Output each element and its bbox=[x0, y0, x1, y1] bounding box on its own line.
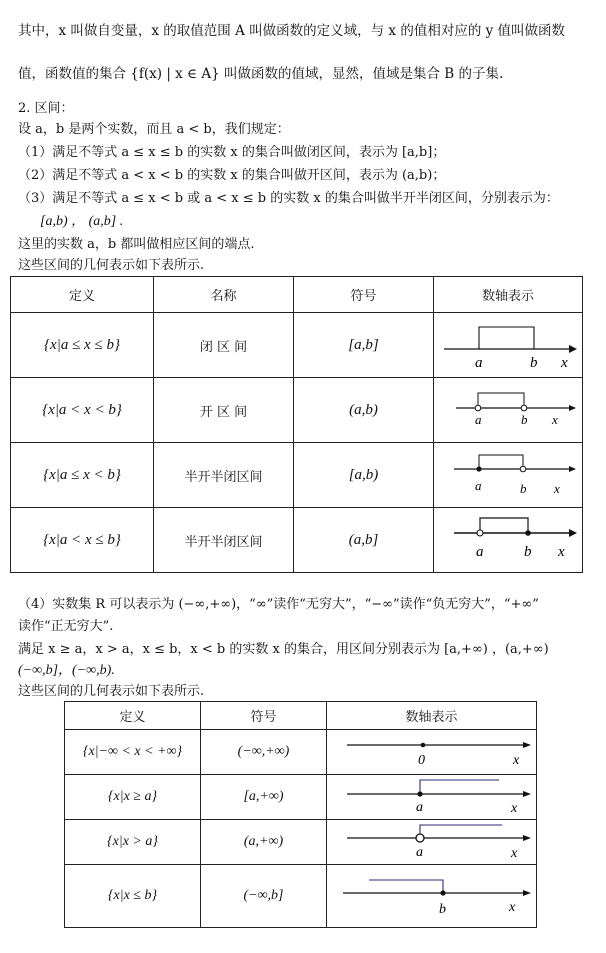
ray-bracket bbox=[369, 880, 443, 893]
number-line-all-reals bbox=[327, 730, 537, 770]
row-symbol: [a,b) bbox=[294, 443, 434, 508]
row-definition: {x|−∞ < x < +∞} bbox=[65, 730, 201, 775]
table-row bbox=[65, 730, 537, 775]
closed-endpoint-icon bbox=[417, 791, 422, 796]
row-definition: {x|x > a} bbox=[65, 820, 201, 865]
number-line-cell bbox=[434, 443, 583, 508]
table-row bbox=[65, 775, 537, 820]
ray-bracket bbox=[420, 780, 499, 794]
row-symbol: (a,+∞) bbox=[201, 820, 327, 865]
open-endpoint-icon bbox=[475, 405, 481, 411]
row-definition: {x|a < x ≤ b} bbox=[11, 508, 154, 573]
closed-endpoint-icon bbox=[525, 530, 531, 536]
axis-arrow-icon bbox=[569, 466, 576, 472]
section-2-setup: 设 a，b 是两个实数，而且 a < b，我们规定： bbox=[18, 122, 290, 137]
open-endpoint-icon bbox=[521, 405, 527, 411]
number-line-cell bbox=[327, 775, 537, 820]
row-definition: {x|x ≤ b} bbox=[65, 865, 201, 928]
closed-endpoint-icon bbox=[440, 890, 445, 895]
number-line-cell bbox=[327, 730, 537, 775]
section-2-endpoints: 这里的实数 a，b 都叫做相应区间的端点. bbox=[18, 237, 255, 252]
label-a: a bbox=[475, 478, 482, 493]
label-x: x bbox=[509, 900, 516, 915]
table-2-header-axis: 数轴表示 bbox=[327, 702, 537, 730]
label-x: x bbox=[552, 412, 558, 427]
label-a: a bbox=[476, 544, 484, 560]
table-2-header-symbol: 符号 bbox=[201, 702, 327, 730]
table-2-header-definition: 定义 bbox=[65, 702, 201, 730]
number-line-open-ray-right bbox=[327, 820, 537, 860]
closed-endpoint-icon bbox=[476, 466, 481, 471]
open-endpoint-icon bbox=[477, 530, 483, 536]
table-2-intro: 这些区间的几何表示如下表所示. bbox=[18, 684, 205, 699]
label-x: x bbox=[554, 481, 560, 496]
section-2-heading: 2. 区间： bbox=[18, 101, 74, 116]
interval-bracket bbox=[479, 455, 523, 469]
row-symbol: (−∞,b] bbox=[201, 865, 327, 928]
intro-line-2: 值，函数值的集合 {f(x) | x ∈ A} 叫做函数的值域，显然，值域是集合 B 的子集. bbox=[18, 66, 504, 82]
table-row bbox=[11, 443, 583, 508]
label-b: b bbox=[520, 481, 527, 496]
row-symbol: (a,b) bbox=[294, 378, 434, 443]
number-line-cell bbox=[434, 508, 583, 573]
label-a: a bbox=[475, 412, 482, 427]
open-endpoint-icon bbox=[416, 834, 424, 842]
number-line-cell bbox=[434, 378, 583, 443]
number-line-cell bbox=[434, 313, 583, 378]
table-1-header-symbol: 符号 bbox=[294, 277, 434, 313]
row-symbol: (a,b] bbox=[294, 508, 434, 573]
origin-dot-icon bbox=[421, 743, 426, 748]
label-zero: 0 bbox=[418, 753, 425, 768]
axis-arrow-icon bbox=[523, 791, 531, 797]
label-b: b bbox=[521, 412, 528, 427]
axis-arrow-icon bbox=[569, 345, 577, 353]
row-definition: {x|a ≤ x ≤ b} bbox=[11, 313, 154, 378]
label-x: x bbox=[561, 355, 568, 371]
number-line-open bbox=[434, 378, 583, 438]
axis-arrow-icon bbox=[523, 890, 531, 896]
section-2-item-3: （3）满足不等式 a ≤ x < b 或 a < x ≤ b 的实数 x 的集合叫做半开半闭区间，分别表示为： bbox=[18, 191, 559, 206]
interval-bracket bbox=[479, 327, 534, 349]
axis-arrow-icon bbox=[523, 742, 531, 748]
open-endpoint-icon bbox=[520, 466, 526, 472]
row-name: 开 区 间 bbox=[154, 378, 294, 443]
axis-arrow-icon bbox=[569, 529, 577, 537]
table-1-header-name: 名称 bbox=[154, 277, 294, 313]
section-2-item-1: （1）满足不等式 a ≤ x ≤ b 的实数 x 的集合叫做闭区间，表示为 [a,b]； bbox=[18, 145, 446, 160]
interval-table-1 bbox=[10, 276, 583, 573]
label-b: b bbox=[530, 355, 538, 371]
section-4-line-1: （4）实数集 R 可以表示为 (−∞,+∞)，“∞”读作“无穷大”，“−∞”读作“负无穷大”，“+∞” bbox=[18, 597, 539, 612]
interval-bracket bbox=[480, 518, 528, 533]
row-definition: {x|a < x < b} bbox=[11, 378, 154, 443]
section-2-item-3-values: [a,b) ， (a,b] . bbox=[40, 214, 124, 229]
label-a: a bbox=[416, 845, 423, 860]
interval-bracket bbox=[478, 393, 524, 405]
interval-table-2 bbox=[64, 701, 537, 928]
number-line-cell bbox=[327, 820, 537, 865]
row-name: 半开半闭区间 bbox=[154, 508, 294, 573]
table-1-intro: 这些区间的几何表示如下表所示. bbox=[18, 258, 205, 273]
row-definition: {x|x ≥ a} bbox=[65, 775, 201, 820]
label-x: x bbox=[511, 846, 518, 860]
number-line-closed bbox=[434, 313, 583, 373]
label-b: b bbox=[439, 902, 446, 917]
row-name: 闭 区 间 bbox=[154, 313, 294, 378]
number-line-closed-ray-right bbox=[327, 775, 537, 815]
axis-arrow-icon bbox=[569, 405, 576, 411]
ray-bracket bbox=[420, 825, 502, 834]
label-a: a bbox=[475, 355, 483, 371]
row-name: 半开半闭区间 bbox=[154, 443, 294, 508]
label-x: x bbox=[513, 753, 520, 768]
table-row bbox=[11, 508, 583, 573]
table-row bbox=[65, 865, 537, 928]
section-4-line-4: (−∞,b]，(−∞,b). bbox=[18, 663, 115, 678]
table-1-header-axis: 数轴表示 bbox=[434, 277, 583, 313]
section-4-line-3: 满足 x ≥ a，x > a，x ≤ b，x < b 的实数 x 的集合，用区间分别表示为 [a,+∞) ，(a,+∞) bbox=[18, 642, 549, 657]
table-1-header-definition: 定义 bbox=[11, 277, 154, 313]
number-line-half-open-right bbox=[434, 443, 583, 503]
axis-arrow-icon bbox=[523, 835, 531, 841]
section-4-line-2: 读作“正无穷大”. bbox=[18, 619, 114, 634]
row-definition: {x|a ≤ x < b} bbox=[11, 443, 154, 508]
label-x: x bbox=[511, 801, 518, 815]
table-row bbox=[65, 820, 537, 865]
label-x: x bbox=[558, 544, 565, 560]
table-row bbox=[11, 378, 583, 443]
section-2-item-2: （2）满足不等式 a < x < b 的实数 x 的集合叫做开区间，表示为 (a,b)； bbox=[18, 168, 446, 183]
table-row bbox=[11, 313, 583, 378]
number-line-closed-ray-left bbox=[327, 865, 537, 923]
intro-line-1: 其中，x 叫做自变量，x 的取值范围 A 叫做函数的定义域，与 x 的值相对应的 y 值叫做函数 bbox=[18, 23, 566, 39]
number-line-cell bbox=[327, 865, 537, 928]
label-b: b bbox=[524, 544, 532, 560]
label-a: a bbox=[416, 800, 423, 815]
number-line-half-open-left bbox=[434, 508, 583, 568]
row-symbol: [a,+∞) bbox=[201, 775, 327, 820]
row-symbol: [a,b] bbox=[294, 313, 434, 378]
row-symbol: (−∞,+∞) bbox=[201, 730, 327, 775]
